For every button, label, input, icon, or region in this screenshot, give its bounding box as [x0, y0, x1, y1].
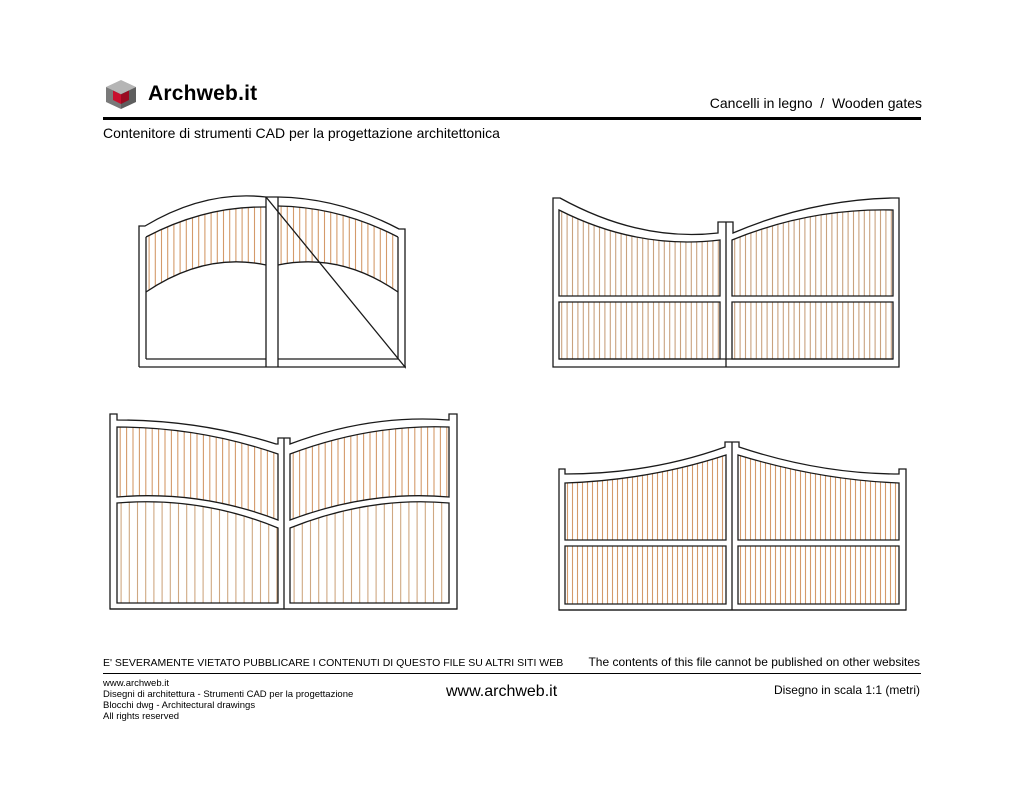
warning-italian: E' SEVERAMENTE VIETATO PUBBLICARE I CONTENUTI DI QUESTO FILE SU ALTRI SITI WEB: [103, 657, 564, 669]
footer-url[interactable]: www.archweb.it: [446, 683, 558, 700]
gate-frame-line: [565, 546, 726, 604]
gate-frame-line: [738, 455, 899, 540]
drawing-scale: Disegno in scala 1:1 (metri): [773, 683, 920, 697]
logo-text: Archweb.it: [148, 82, 258, 105]
page-title: Cancelli in legno / Wooden gates: [709, 95, 922, 111]
page-subtitle: Contenitore di strumenti CAD per la progettazione architettonica: [103, 125, 500, 141]
footer-info-line: Blocchi dwg - Architectural drawings: [103, 700, 256, 711]
gate-frame-line: [146, 262, 398, 292]
warning-english: The contents of this file cannot be published on other websites: [588, 655, 920, 669]
footer-rule: [103, 673, 921, 674]
gate-frame-line: [146, 237, 398, 359]
footer-info-line: www.archweb.it: [103, 678, 169, 689]
gate-frame-line: [117, 502, 278, 603]
gate-frame-line: [738, 546, 899, 604]
footer-info-line: All rights reserved: [103, 711, 180, 722]
gate-frame-line: [139, 196, 405, 367]
gate-frame-line: [146, 206, 398, 237]
gate-frame-line: [266, 197, 278, 367]
footer-info-line: Disegni di architettura - Strumenti CAD per la progettazione: [103, 689, 354, 700]
